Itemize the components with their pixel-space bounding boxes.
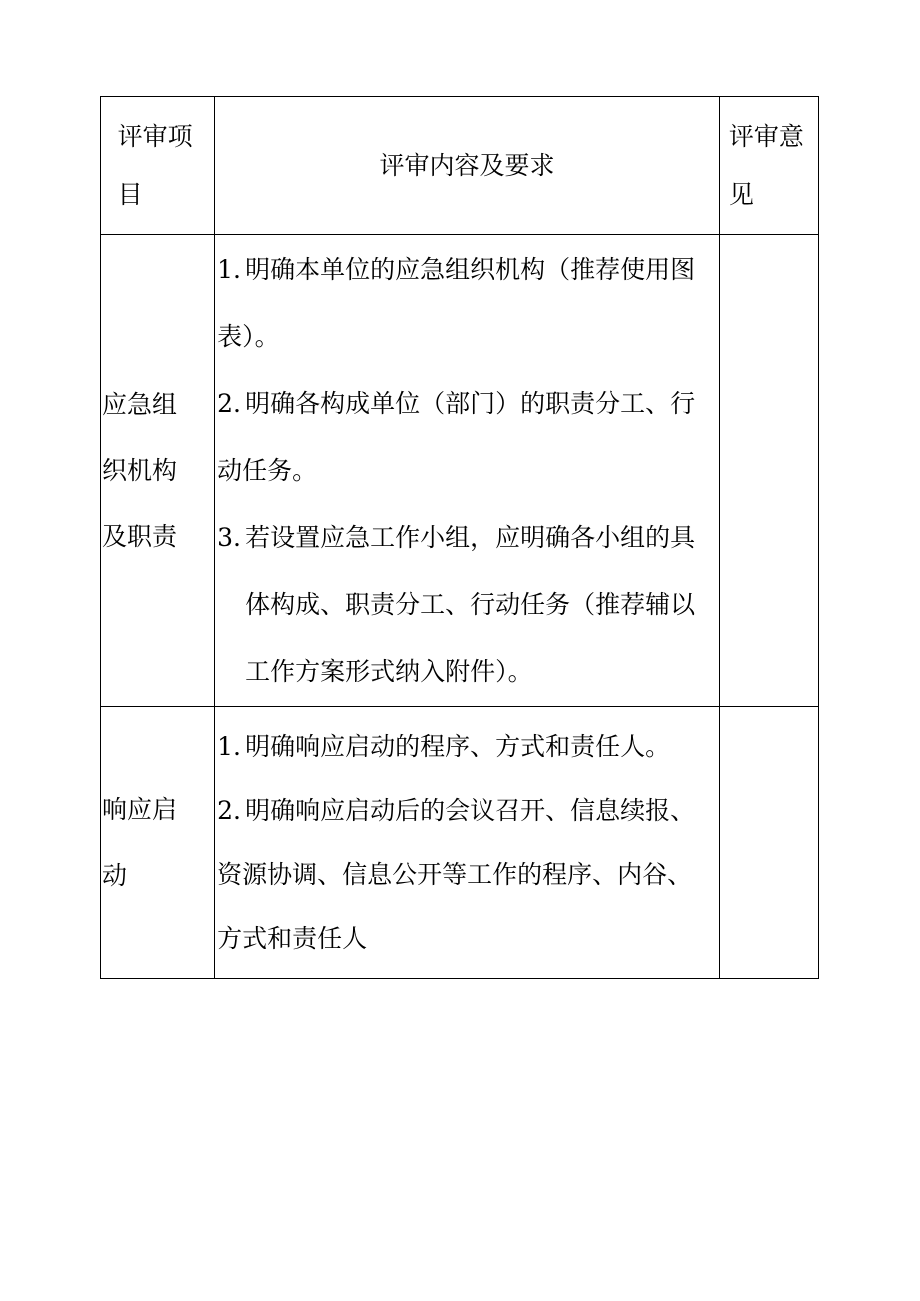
item-cell <box>101 707 215 979</box>
requirement-number: 1. <box>217 731 242 761</box>
header-opinion-label: 评审意见 <box>728 121 804 209</box>
requirement-text: 明确响应启动后的会议召开、信息续报、资源协调、信息公开等工作的程序、内谷、方式和责任人 <box>217 795 696 953</box>
header-item-label: 评审项目 <box>117 121 193 209</box>
requirement-list <box>217 715 715 971</box>
content-cell <box>215 707 720 979</box>
requirement-item <box>217 715 715 779</box>
review-table <box>100 96 819 979</box>
requirement-number: 2. <box>217 389 242 418</box>
requirement-number: 2. <box>217 795 242 825</box>
table-row <box>101 707 819 979</box>
requirement-text: 明确各构成单位（部门）的职责分工、行动任务。 <box>217 389 696 485</box>
requirement-item <box>217 504 715 705</box>
table-row <box>101 235 819 707</box>
requirement-text: 若设置应急工作小组，应明确各小组的具体构成、职责分工、行动任务（推荐辅以工作方案形式纳入附件）。 <box>245 523 696 686</box>
content-cell <box>215 235 720 707</box>
header-cell-opinion <box>719 97 818 235</box>
requirement-text: 明确本单位的应急组织机构（推荐使用图表）。 <box>217 255 696 351</box>
opinion-cell <box>719 707 818 979</box>
item-cell <box>101 235 215 707</box>
requirement-list <box>217 236 715 705</box>
header-cell-content <box>215 97 720 235</box>
requirement-number: 1. <box>217 255 242 284</box>
opinion-cell <box>719 235 818 707</box>
requirement-item <box>217 236 715 370</box>
table-header-row <box>101 97 819 235</box>
item-label: 响应启动 <box>102 794 178 890</box>
header-content-label: 评审内容及要求 <box>379 150 555 180</box>
item-label: 应急组织机构及职责 <box>102 389 178 551</box>
header-cell-item <box>101 97 215 235</box>
requirement-number: 3. <box>217 523 242 552</box>
requirement-text: 明确响应启动的程序、方式和责任人。 <box>245 731 671 761</box>
requirement-item <box>217 779 715 971</box>
requirement-item <box>217 370 715 504</box>
